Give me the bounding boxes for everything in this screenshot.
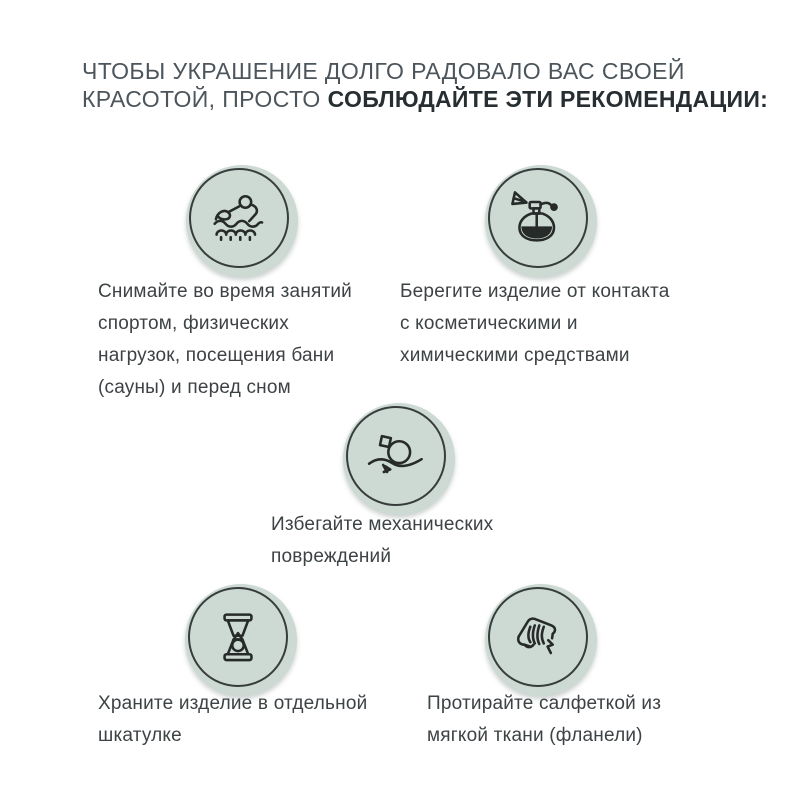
polishing-cloth-icon (506, 605, 570, 669)
title-line-1: ЧТОБЫ УКРАШЕНИЕ ДОЛГО РАДОВАЛО ВАС СВОЕЙ (82, 58, 685, 84)
note-line: Снимайте во время занятий (98, 281, 352, 302)
note-line: Избегайте механических (271, 514, 494, 535)
note-line: химическими средствами (400, 345, 630, 366)
badge-swimming (186, 165, 298, 277)
note-swimming (98, 276, 352, 404)
badge-storage-outline (188, 587, 288, 687)
badge-storage (185, 584, 297, 696)
note-cosmetics (400, 276, 669, 372)
page-title (82, 57, 769, 113)
note-line: спортом, физических (98, 313, 289, 334)
swimmer-icon (207, 186, 271, 250)
note-line: с косметическими и (400, 313, 578, 334)
badge-mechanical-damage-outline (346, 406, 446, 506)
ring-box-icon (206, 605, 270, 669)
note-line: нагрузок, посещения бани (98, 345, 335, 366)
badge-cosmetics (485, 165, 597, 277)
note-line: повреждений (271, 546, 392, 567)
badge-mechanical-damage (343, 403, 455, 515)
note-line: мягкой ткани (фланели) (427, 725, 643, 746)
note-line: (сауны) и перед сном (98, 377, 291, 398)
badge-swimming-outline (189, 168, 289, 268)
badge-wiping-outline (488, 587, 588, 687)
note-wiping (427, 688, 661, 752)
cracked-ring-icon (364, 424, 428, 488)
perfume-atomizer-icon (506, 186, 570, 250)
note-line: Протирайте салфеткой из (427, 693, 662, 714)
title-line-2-regular: КРАСОТОЙ, ПРОСТО (82, 86, 321, 112)
note-line: Храните изделие в отдельной (98, 693, 368, 714)
note-line: шкатулке (98, 725, 182, 746)
badge-wiping (485, 584, 597, 696)
title-line-2-bold: СОБЛЮДАЙТЕ ЭТИ РЕКОМЕНДАЦИИ: (327, 86, 769, 112)
note-line: Берегите изделие от контакта (400, 281, 670, 302)
note-storage (98, 688, 367, 752)
badge-cosmetics-outline (488, 168, 588, 268)
title-line-2 (82, 85, 769, 113)
note-mechanical-damage (271, 509, 493, 573)
